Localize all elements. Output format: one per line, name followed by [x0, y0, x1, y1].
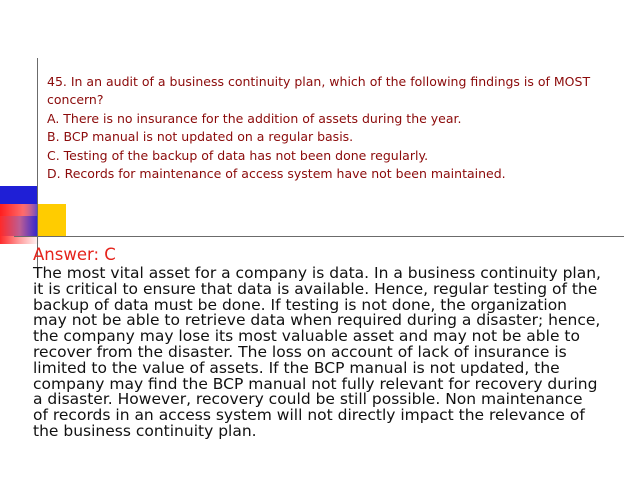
decorative-yellow-square: [38, 204, 66, 236]
explanation-line: backup of data must be done. If testing is not done, the organization: [33, 295, 568, 314]
answer-explanation: [33, 266, 633, 440]
question-line: concern?: [47, 92, 104, 108]
explanation-line: recover from the disaster. The loss on account of lack of insurance is: [33, 342, 567, 361]
explanation-line: company may find the BCP manual not fully relevant for recovery during: [33, 374, 598, 393]
explanation-line: of records in an access system will not directly impact the relevance of: [33, 406, 585, 425]
question-line: 45. In an audit of a business continuity plan, which of the following findings is of MOST: [47, 74, 591, 89]
option-a: A. There is no insurance for the addition of assets during the year.: [47, 110, 462, 126]
option-b: B. BCP manual is not updated on a regular basis.: [47, 129, 354, 145]
option-d: D. Records for maintenance of access system have not been maintained.: [47, 166, 506, 182]
explanation-line: a disaster. However, recovery could be still possible. Non maintenance: [33, 390, 583, 409]
explanation-line: it is critical to ensure that data is available. Hence, regular testing of the: [33, 279, 598, 298]
answer-label: Answer: C: [33, 245, 116, 264]
explanation-line: the company may lose its most valuable asset and may not be able to: [33, 327, 580, 346]
option-c: C. Testing of the backup of data has not been done regularly.: [47, 147, 429, 163]
explanation-line: limited to the value of assets. If the BCP manual is not updated, the: [33, 358, 560, 377]
explanation-line: may not be able to retrieve data when required during a disaster; hence,: [33, 311, 601, 330]
explanation-line: The most vital asset for a company is data. In a business continuity plan,: [33, 264, 601, 282]
decorative-red-gradient-bar: [0, 204, 38, 216]
explanation-line: the business continuity plan.: [33, 421, 257, 440]
question-block: [47, 73, 627, 183]
horizontal-divider: [14, 236, 624, 237]
